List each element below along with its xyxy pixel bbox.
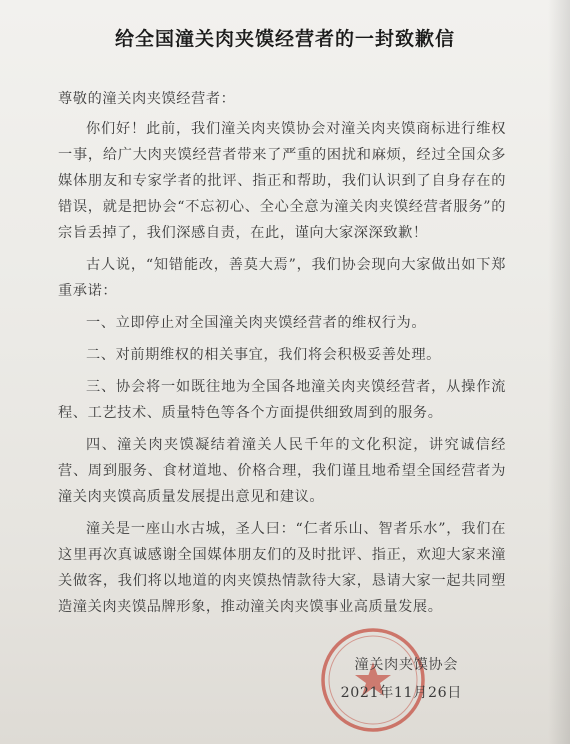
letter-date: 2021年11月26日 (340, 685, 462, 701)
letter-title: 给全国潼关肉夹馍经营者的一封致歉信 (114, 28, 455, 50)
letter-paragraph: 古人说，“知错能改，善莫大焉”，我们协会现向大家做出如下郑重承诺： (58, 257, 506, 299)
letter-paragraph: 你们好！此前，我们潼关肉夹馍协会对潼关肉夹馍商标进行维权一事，给广大肉夹馍经营者带来了严重的困扰和麻烦，经过全国众多媒体朋友和专家学者的批评、指正和帮助，我们认识到了自身存在的错误，就是把协会“不忘初心、全心全意为潼关肉夹馍经营者服务”的宗旨丢掉了，我们深感自责，在此，谨向大家深深致歉！ (58, 121, 506, 241)
letter-body (58, 86, 506, 620)
commitment-item: 一、立即停止对全国潼关肉夹馍经营者的维权行为。 (86, 315, 427, 331)
commitment-item: 三、协会将一如既往地为全国各地潼关肉夹馍经营者，从操作流程、工艺技术、质量特色等各个方面提供细致周到的服务。 (58, 379, 506, 421)
commitment-item: 二、对前期维权的相关事宜，我们将会积极妥善处理。 (86, 347, 441, 363)
letter-salutation: 尊敬的潼关肉夹馍经营者： (58, 91, 236, 107)
letter-paragraph: 潼关是一座山水古城，圣人曰：“仁者乐山、智者乐水”，我们在这里再次真诚感谢全国媒体朋友们的及时批评、指正，欢迎大家来潼关做客，我们将以地道的肉夹馍热情款待大家，恳请大家一起共同塑造潼关肉夹馍品牌形象，推动潼关肉夹馍事业高质量发展。 (58, 521, 506, 615)
paper-shadow (548, 0, 570, 744)
commitment-item: 四、潼关肉夹馍凝结着潼关人民千年的文化积淀，讲究诚信经营、周到服务、食材道地、价格合理，我们谨且地希望全国经营者为潼关肉夹馍高质量发展提出意见和建议。 (58, 437, 506, 505)
signature-organization: 潼关肉夹馍协会 (354, 657, 458, 673)
letter-signoff (341, 651, 462, 707)
